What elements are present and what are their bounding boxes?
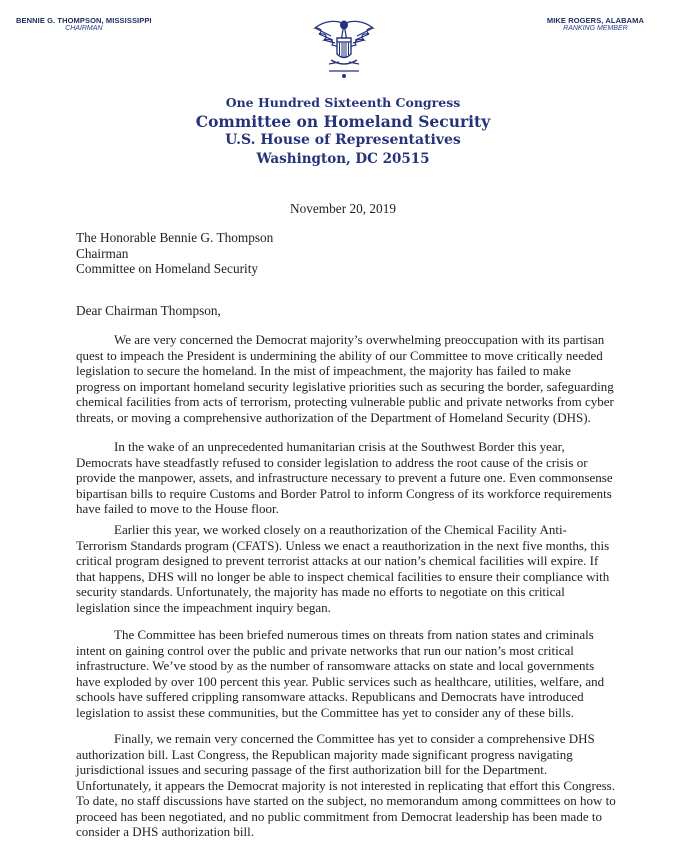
body-paragraph-3 [76, 522, 616, 615]
body-paragraph-1 [76, 332, 616, 425]
body-paragraph-4 [76, 627, 616, 720]
chairman-header [16, 16, 152, 33]
congress-line: One Hundred Sixteenth Congress [225, 95, 461, 110]
chairman-title: CHAIRMAN [65, 25, 103, 32]
ranking-member-title: RANKING MEMBER [563, 25, 628, 32]
house-line: U.S. House of Representatives [225, 132, 461, 148]
body-paragraph-5 [76, 731, 616, 840]
eagle-seal-icon [309, 14, 379, 84]
chairman-name: BENNIE G. THOMPSON, MISSISSIPPI [16, 16, 152, 25]
paragraph-text: We are very concerned the Democrat majority’s overwhelming preoccupation with its partisan quest to impeach the President is undermining the ability of our Committee to move critically needed legislation to secure the homeland. In the mist of impeachment, the majority has failed to make progress on important homeland security legislative priorities such as securing the border, safeguarding chemical facilities from acts of terrorism, protecting vulnerable public and private networks from cyber threats, or moving a comprehensive authorization of the Department of Homeland Security (DHS). [76, 332, 614, 425]
paragraph-text: Finally, we remain very concerned the Committee has yet to consider a comprehensive DHS authorization bill. Last Congress, the Republican majority made significant progress navigating jurisdictional issues and securing passage of the first authorization bill for the Department. Unfortunately, it appears the Democrat majority is not interested in replicating that effort this Congress. To date, no staff discussions have started on the subject, no memorandum among committees on how to proceed has been negotiated, and no public commitment from Democrat leadership has been made to consider a DHS authorization bill. [76, 731, 616, 839]
ranking-member-header [547, 16, 644, 33]
ranking-member-name: MIKE ROGERS, ALABAMA [546, 16, 644, 25]
paragraph-text: The Committee has been briefed numerous times on threats from nation states and criminals intent on gaining control over the public and private networks that run our nation’s most critical infrastructure. We’ve stood by as the number of ransomware attacks on state and local governments have exploded by over 100 percent this year. Public services such as healthcare, utilities, welfare, and schools have suffered crippling ransomware attacks. Republicans and Democrats have introduced legislation to assist these communities, but the Committee has yet to consider any of these bills. [76, 627, 605, 720]
committee-letterhead [0, 94, 686, 168]
address-line: Washington, DC 20515 [256, 150, 430, 167]
recipient-org: Committee on Homeland Security [76, 261, 259, 276]
salutation: Dear Chairman Thompson, [76, 303, 221, 318]
body-paragraph-2 [76, 439, 616, 517]
committee-line: Committee on Homeland Security [195, 111, 491, 131]
recipient-name: The Honorable Bennie G. Thompson [76, 230, 274, 245]
paragraph-text: Earlier this year, we worked closely on a reauthorization of the Chemical Facility Anti-Terrorism Standards program (CFATS). Unless we enact a reauthorization in the next five months, this critical program designed to prevent terrorist attacks at our nation’s chemical facilities will expire. If that happens, DHS will no longer be able to inspect chemical facilities to ensure their compliance with security standards. Unfortunately, the majority has made no efforts to negotiate on this critical legislation since the impeachment inquiry began. [76, 522, 610, 615]
letter-date: November 20, 2019 [290, 201, 396, 216]
recipient-title: Chairman [76, 245, 129, 261]
recipient-block [76, 230, 273, 277]
paragraph-text: In the wake of an unprecedented humanitarian crisis at the Southwest Border this year, Democrats have steadfastly refused to consider legislation to address the root cause of the crisis or provide the manpower, assets, and infrastructure necessary to prevent a future one. Even commonsense bipartisan bills to require Customs and Border Patrol to inform Congress of its workforce requirements have failed to move to the House floor. [76, 439, 613, 516]
